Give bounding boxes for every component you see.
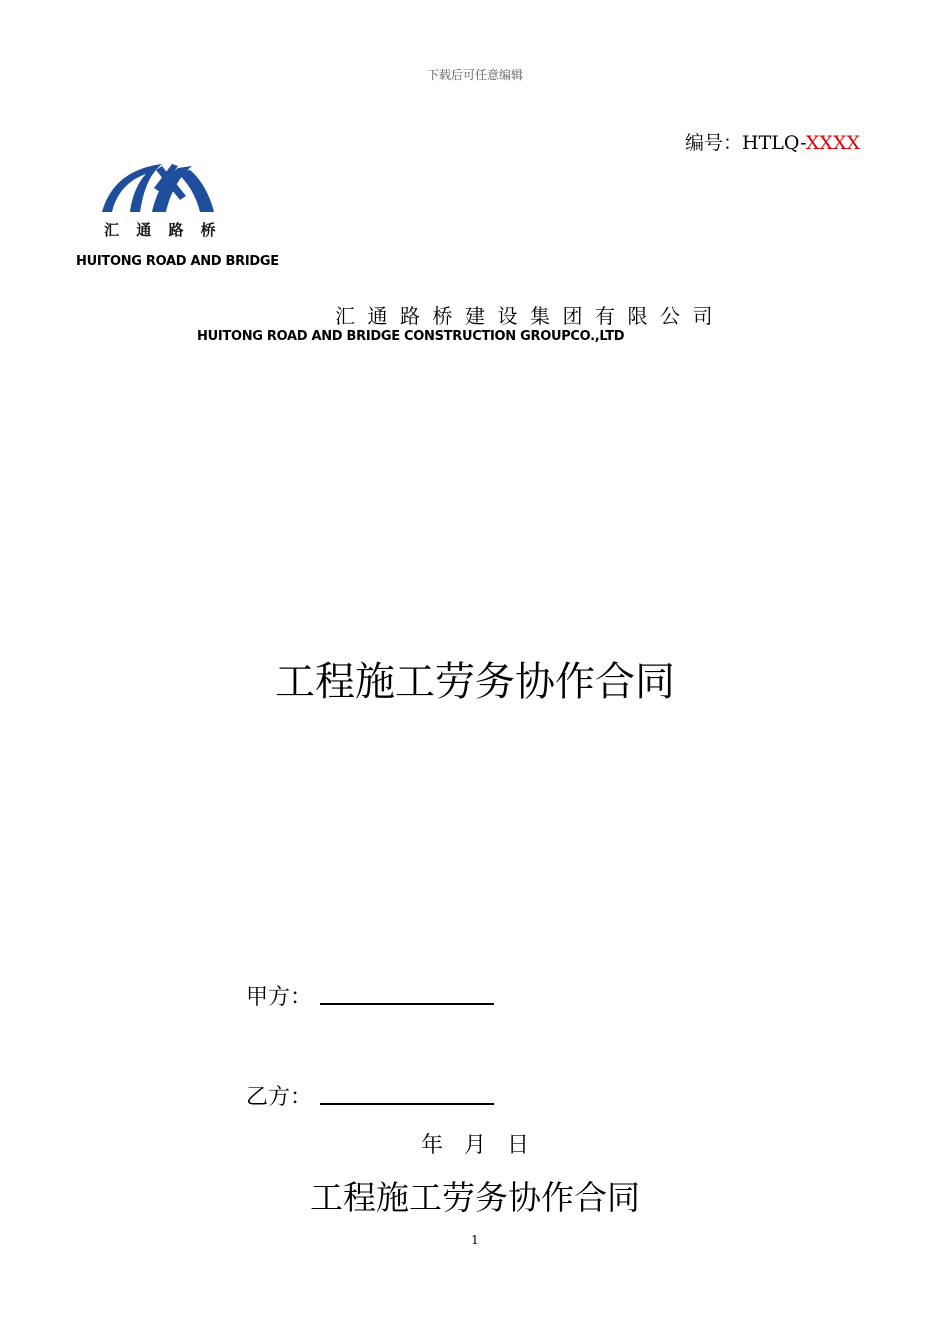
watermark-text: 下载后可任意编辑 [426,68,523,82]
contract-title: 工程施工劳务协作合同 [275,659,675,705]
bridge-arch-logo-icon [100,160,230,242]
party-b-signature-line [320,1103,494,1105]
logo-cn-text: 汇 通 路 桥 [104,221,222,239]
logo-english-name: HUITONG ROAD AND BRIDGE [76,254,279,269]
page-number: 1 [471,1233,479,1247]
date-placeholder: 年 月 日 [421,1133,529,1158]
company-name-chinese: 汇通路桥建设集团有限公司 [335,304,725,328]
contract-title-repeat: 工程施工劳务协作合同 [310,1178,640,1217]
company-name-english: HUITONG ROAD AND BRIDGE CONSTRUCTION GROUPCO.,LTD [197,329,625,344]
party-a-label: 甲方： [246,985,313,1010]
document-number-prefix: 编号：HTLQ- [685,132,806,154]
document-number [685,128,860,155]
document-number-suffix: XXXX [805,132,860,154]
party-b-label: 乙方： [246,1085,313,1110]
company-logo [100,160,230,242]
party-a-signature-line [320,1003,494,1005]
